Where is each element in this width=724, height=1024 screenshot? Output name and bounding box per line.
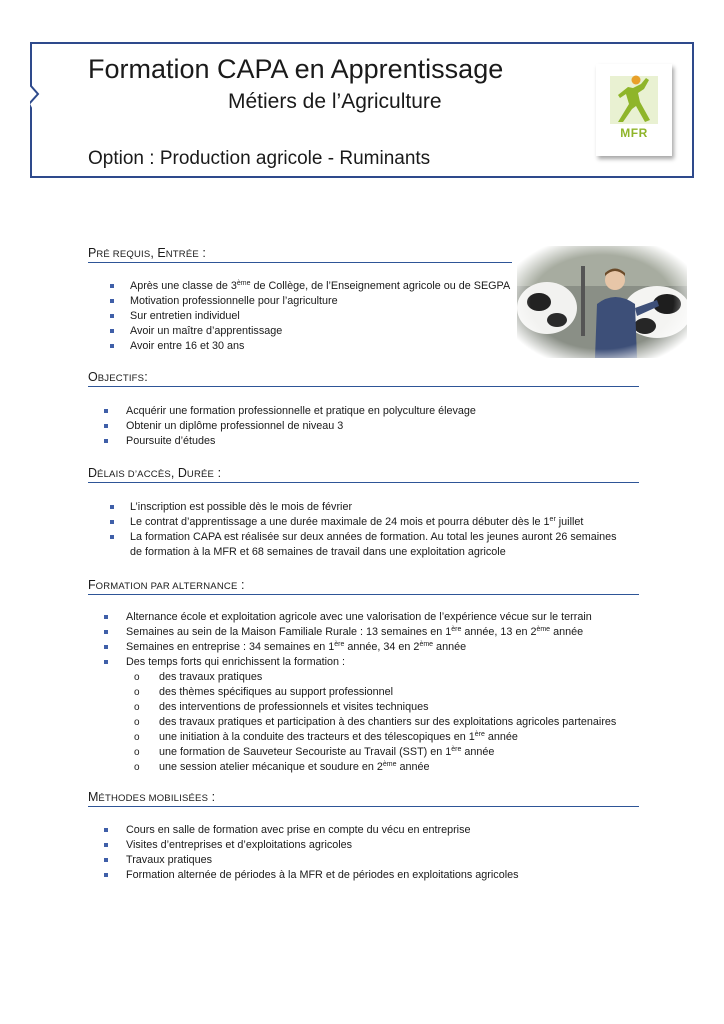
farmer-with-cows-photo — [517, 246, 687, 358]
objectifs-list — [126, 404, 476, 449]
list-item: Poursuite d’études — [126, 434, 476, 449]
list-item: Formation alternée de périodes à la MFR et de périodes en exploitations agricoles — [126, 868, 519, 883]
section-alternance-title: FORMATION PAR ALTERNANCE : — [88, 578, 639, 595]
sub-list-item: o des thèmes spécifiques au support professionnel — [134, 686, 394, 698]
list-item: Alternance école et exploitation agricole avec une valorisation de l’expérience vécue sur le terrain — [126, 610, 592, 625]
list-item: Semaines au sein de la Maison Familiale Rurale : 13 semaines en 1ère année, 13 en 2ème année — [126, 625, 592, 640]
option-heading: Option : Production agricole - Ruminants — [88, 148, 431, 169]
sub-list-item: o des travaux pratiques et participation à des chantiers sur des exploitations agricoles partenaires — [134, 716, 617, 728]
page-title: Formation CAPA en Apprentissage — [88, 54, 504, 84]
list-item: Après une classe de 3ème de Collège, de l’Enseignement agricole ou de SEGPA — [130, 279, 510, 294]
sub-list-item: o une session atelier mécanique et soudure en 2ème année — [134, 761, 430, 773]
mfr-logo — [596, 64, 672, 156]
section-prereq-title: PRÉ REQUIS, ENTRÉE : — [88, 246, 512, 263]
list-item: Semaines en entreprise : 34 semaines en 1ère année, 34 en 2ème année — [126, 640, 592, 655]
list-item: Acquérir une formation professionnelle et pratique en polyculture élevage — [126, 404, 476, 419]
list-item: Sur entretien individuel — [130, 309, 510, 324]
sub-list-item: o une formation de Sauveteur Secouriste au Travail (SST) en 1ère année — [134, 746, 495, 758]
list-item: Obtenir un diplôme professionnel de niveau 3 — [126, 419, 476, 434]
section-methodes-title: MÉTHODES MOBILISÉES : — [88, 790, 639, 807]
list-item: Avoir entre 16 et 30 ans — [130, 339, 510, 354]
sub-list-item: o des interventions de professionnels et visites techniques — [134, 701, 429, 713]
list-item: L’inscription est possible dès le mois de février — [130, 500, 617, 515]
mfr-figure-icon — [596, 64, 672, 126]
delais-list — [130, 500, 617, 560]
list-item: Avoir un maître d’apprentissage — [130, 324, 510, 339]
logo-text: MFR — [620, 126, 648, 140]
section-objectifs-title: OBJECTIFS: — [88, 370, 639, 387]
list-item: Motivation professionnelle pour l’agriculture — [130, 294, 510, 309]
page-subtitle: Métiers de l’Agriculture — [228, 90, 442, 113]
section-delais-title: DÉLAIS D’ACCÈS, DURÉE : — [88, 466, 639, 483]
prereq-list — [130, 279, 510, 354]
sub-list-item: o une initiation à la conduite des tracteurs et des télescopiques en 1ère année — [134, 731, 518, 743]
methodes-list — [126, 823, 519, 883]
alternance-list — [126, 610, 592, 670]
sub-list-item: o des travaux pratiques — [134, 671, 263, 683]
list-item: Des temps forts qui enrichissent la formation : — [126, 655, 592, 670]
alternance-sublist — [134, 670, 617, 775]
list-item: Travaux pratiques — [126, 853, 519, 868]
list-item: Visites d’entreprises et d’exploitations agricoles — [126, 838, 519, 853]
list-item: Le contrat d’apprentissage a une durée maximale de 24 mois et pourra débuter dès le 1er juillet — [130, 515, 617, 530]
list-item: Cours en salle de formation avec prise en compte du vécu en entreprise — [126, 823, 519, 838]
list-item: La formation CAPA est réalisée sur deux années de formation. Au total les jeunes auront 26 semaines de formation à la MFR et 68 semaines de travail dans une exploitation agricole — [130, 530, 617, 560]
